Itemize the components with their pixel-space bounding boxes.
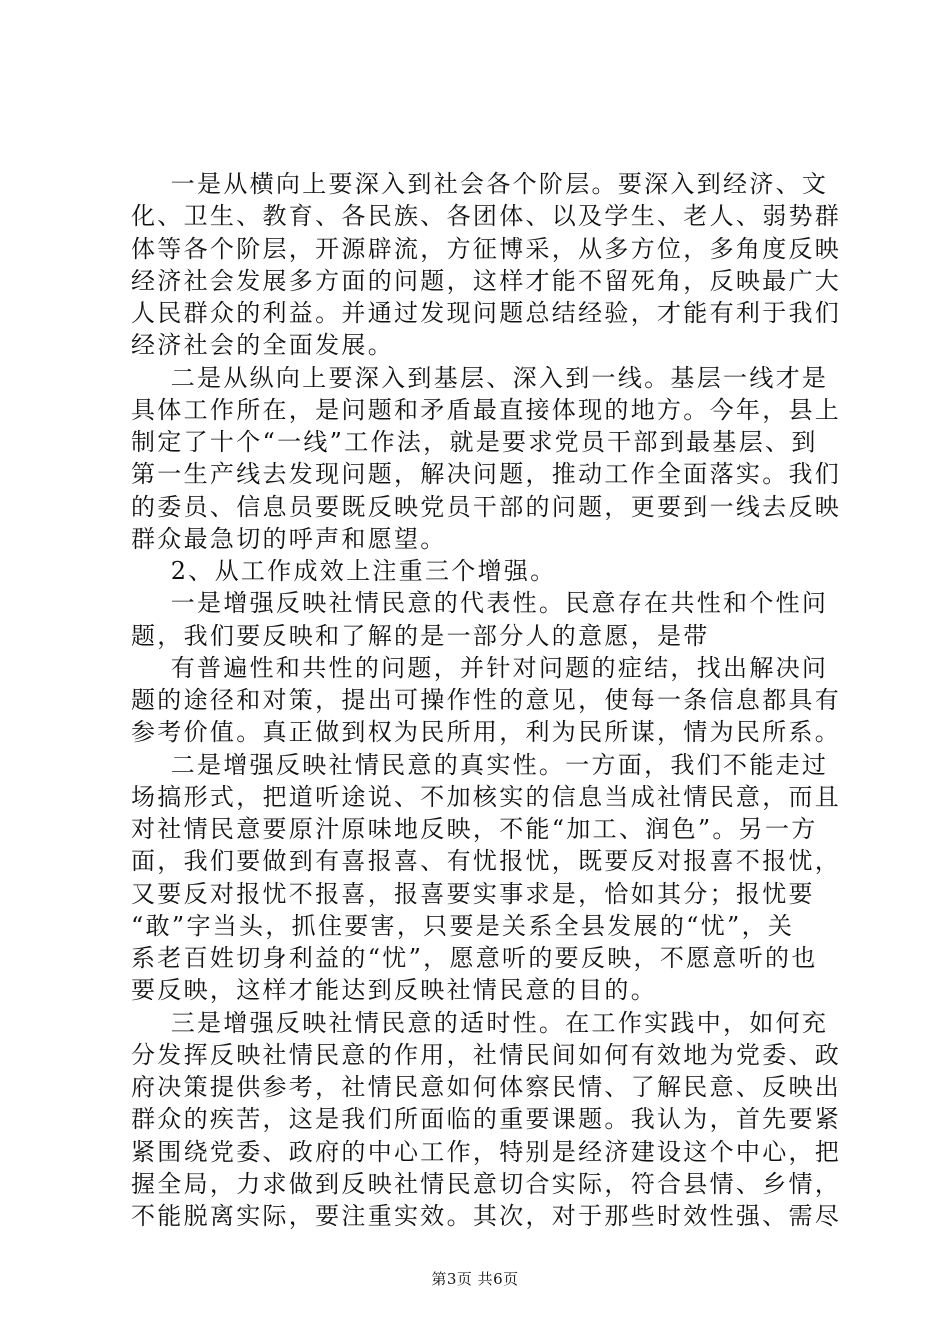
text-line: 题的途径和对策，提出可操作性的意见，使每一条信息都具有 (131, 686, 842, 714)
text-line: 一是从横向上要深入到社会各个阶层。要深入到经济、文 (131, 170, 829, 198)
text-line: 体等各个阶层，开源辟流，方征博采，从多方位，多角度反映 (131, 234, 842, 263)
text-line: 系老百姓切身利益的“忧”，愿意听的要反映，不愿意听的也 (131, 944, 818, 972)
text-line: 握全局，力求做到反映社情民意切合实际，符合县情、乡情， (131, 1169, 842, 1198)
text-line: 要反映，这样才能达到反映社情民意的目的。 (131, 976, 657, 1005)
text-line: 面，我们要做到有喜报喜、有忧报忧，既要反对报喜不报忧， (131, 847, 842, 876)
text-line: 场搞形式，把道听途说、不加核实的信息当成社情民意，而且 (131, 782, 842, 811)
text-line: 的委员、信息员要既反映党员干部的问题，更要到一线去反映 (131, 492, 842, 521)
text-line: 第一生产线去发现问题，解决问题，推动工作全面落实。我们 (131, 460, 842, 489)
text-line: 经济社会的全面发展。 (131, 331, 394, 360)
section-heading: 2、从工作成效上注重三个增强。 (131, 557, 557, 585)
text-line: 群众最急切的呼声和愿望。 (131, 524, 447, 553)
text-line: 制定了十个“一线”工作法，就是要求党员干部到最基层、到 (131, 428, 818, 456)
text-line: 具体工作所在，是问题和矛盾最直接体现的地方。今年，县上 (131, 395, 842, 424)
document-body (131, 168, 842, 1232)
text-line: 二是增强反映社情民意的真实性。一方面，我们不能走过 (131, 750, 829, 779)
text-line: 分发挥反映社情民意的作用，社情民间如何有效地为党委、政 (131, 1040, 842, 1069)
text-line: 化、卫生、教育、各民族、各团体、以及学生、老人、弱势群 (131, 202, 842, 231)
text-line: 又要反对报忧不报喜，报喜要实事求是，恰如其分；报忧要 (131, 879, 815, 908)
text-line: “敢”字当头，抓住要害，只要是关系全县发展的“忧”，关 (131, 911, 795, 940)
page-number: 第3页 共6页 (431, 1270, 519, 1288)
text-line: 人民群众的利益。并通过发现问题总结经验，才能有利于我们 (131, 299, 842, 327)
text-line: 一是增强反映社情民意的代表性。民意存在共性和个性问 (131, 589, 829, 618)
text-line: 三是增强反映社情民意的适时性。在工作实践中，如何充 (131, 1008, 829, 1037)
text-line: 群众的疾苦，这是我们所面临的重要课题。我认为，首先要紧 (131, 1105, 842, 1134)
text-line: 对社情民意要原汁原味地反映，不能“加工、润色”。另一方 (131, 815, 818, 843)
text-line: 有普遍性和共性的问题，并针对问题的症结，找出解决问 (131, 653, 829, 682)
text-line: 不能脱离实际，要注重实效。其次，对于那些时效性强、需尽 (131, 1202, 842, 1230)
text-line: 府决策提供参考，社情民意如何体察民情、了解民意、反映出 (131, 1073, 842, 1101)
text-line: 二是从纵向上要深入到基层、深入到一线。基层一线才是 (131, 363, 829, 392)
text-line: 题，我们要反映和了解的是一部分人的意愿，是带 (131, 621, 710, 650)
text-line: 紧围绕党委、政府的中心工作，特别是经济建设这个中心，把 (131, 1137, 842, 1166)
text-line: 经济社会发展多方面的问题，这样才能不留死角，反映最广大 (131, 266, 842, 295)
text-line: 参考价值。真正做到权为民所用，利为民所谋，情为民所系。 (131, 718, 842, 747)
